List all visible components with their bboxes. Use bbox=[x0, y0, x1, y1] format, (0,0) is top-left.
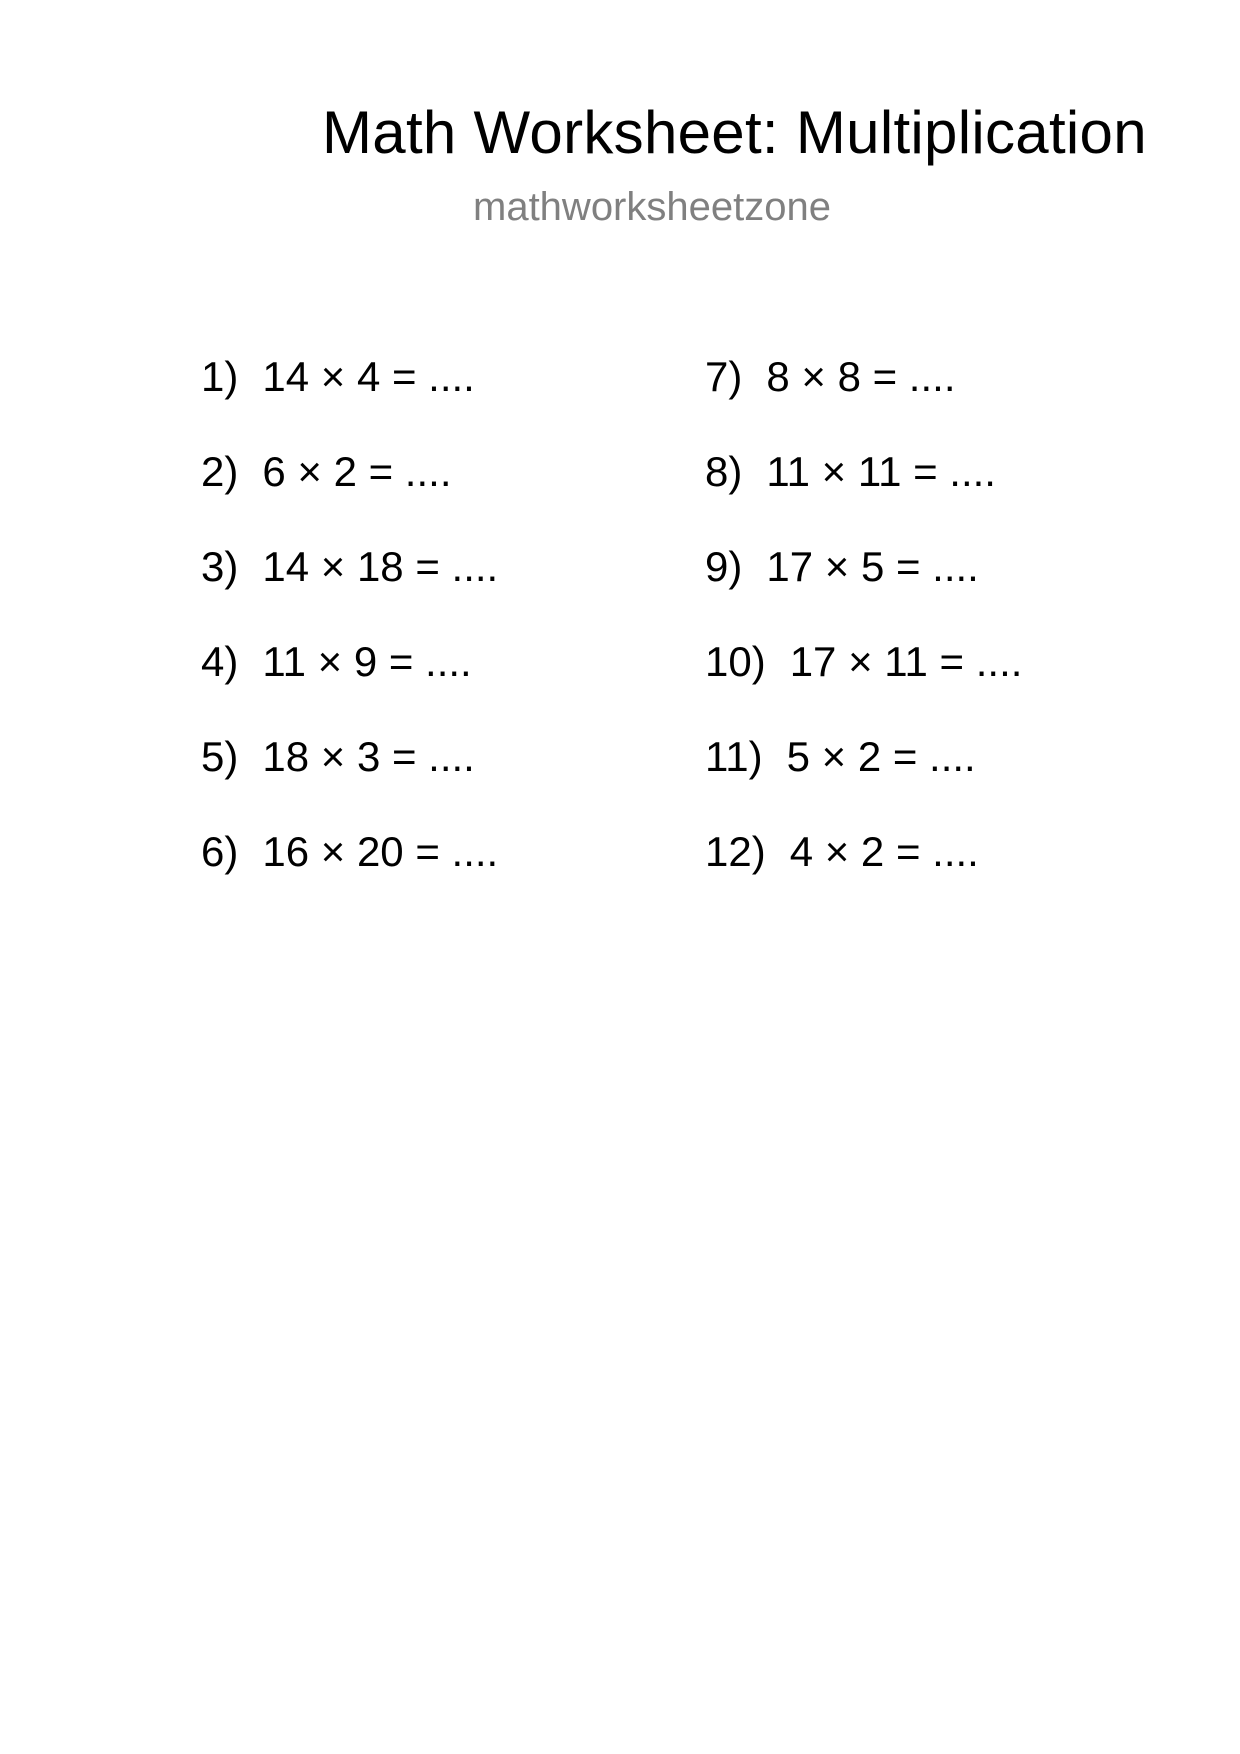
problem-expression: 17 × 5 = .... bbox=[766, 543, 979, 590]
problem-item bbox=[705, 732, 976, 782]
problem-number: 1) bbox=[201, 353, 239, 400]
problem-number: 9) bbox=[705, 543, 743, 590]
problem-expression: 11 × 9 = .... bbox=[262, 638, 472, 685]
problem-number: 10) bbox=[705, 638, 766, 685]
problem-number: 7) bbox=[705, 353, 743, 400]
problem-number: 6) bbox=[201, 828, 239, 875]
problem-item bbox=[201, 732, 475, 782]
worksheet-title: Math Worksheet: Multiplication bbox=[322, 99, 1147, 166]
problem-number: 4) bbox=[201, 638, 239, 685]
problem-item bbox=[201, 447, 451, 497]
problem-item bbox=[705, 542, 979, 592]
problem-item bbox=[705, 637, 1022, 687]
problem-item bbox=[201, 352, 475, 402]
problem-expression: 4 × 2 = .... bbox=[789, 828, 979, 875]
problem-number: 5) bbox=[201, 733, 239, 780]
problem-item bbox=[705, 447, 996, 497]
problem-expression: 11 × 11 = .... bbox=[766, 448, 996, 495]
problem-expression: 6 × 2 = .... bbox=[262, 448, 452, 495]
problem-expression: 18 × 3 = .... bbox=[262, 733, 475, 780]
problem-expression: 16 × 20 = .... bbox=[262, 828, 499, 875]
problem-expression: 5 × 2 = .... bbox=[786, 733, 976, 780]
problem-expression: 8 × 8 = .... bbox=[766, 353, 956, 400]
problem-item bbox=[705, 827, 979, 877]
problem-item bbox=[201, 542, 498, 592]
problem-expression: 17 × 11 = .... bbox=[789, 638, 1023, 685]
problem-number: 2) bbox=[201, 448, 239, 495]
problem-number: 12) bbox=[705, 828, 766, 875]
problem-expression: 14 × 18 = .... bbox=[262, 543, 499, 590]
problem-number: 8) bbox=[705, 448, 743, 495]
problem-expression: 14 × 4 = .... bbox=[262, 353, 475, 400]
problem-number: 11) bbox=[705, 733, 763, 780]
worksheet-subtitle: mathworksheetzone bbox=[473, 185, 831, 229]
problem-number: 3) bbox=[201, 543, 239, 590]
problem-item bbox=[201, 827, 498, 877]
problem-item bbox=[705, 352, 955, 402]
problem-item bbox=[201, 637, 472, 687]
